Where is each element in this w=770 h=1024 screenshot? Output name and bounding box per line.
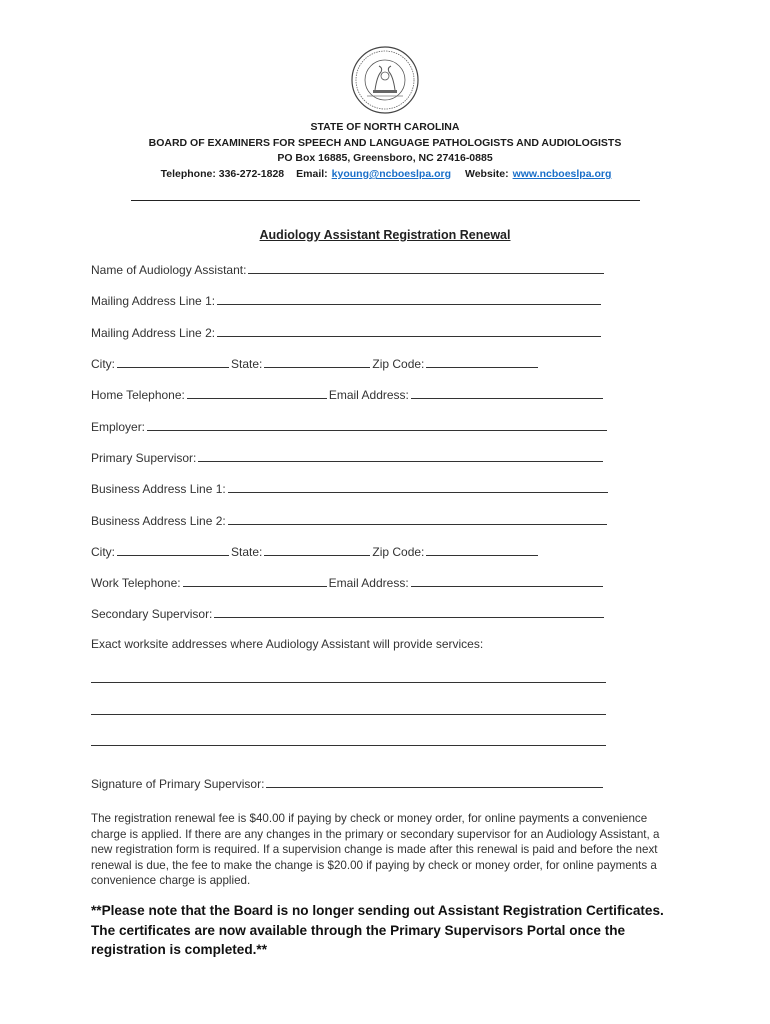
- primary-supervisor-row: [91, 450, 605, 466]
- worksite-line-2[interactable]: [91, 713, 606, 715]
- business-address-1-label: Business Address Line 1:: [91, 482, 226, 496]
- home-email-label: Email Address:: [328, 388, 409, 402]
- state-field[interactable]: [264, 356, 370, 368]
- signature-row: [91, 776, 605, 792]
- certificate-note: **Please note that the Board is no longer sending out Assistant Registration Certificates. The certificates are now available through the Primary Supervisors Portal once the registration is completed.**: [91, 903, 664, 957]
- fee-paragraph: The registration renewal fee is $40.00 if paying by check or money order, for online payments a convenience charge is applied. If there are any changes in the primary or secondary supervisor for an Audiology Assistant, a new registration form is required. If a supervision change is made after this renewal is paid and before the next renewal is due, the fee to make the change is $20.00 if paying by check or money order, for online payments a convenience charge is applied.: [91, 812, 660, 888]
- website-link[interactable]: www.ncboeslpa.org: [512, 168, 612, 180]
- signature-field[interactable]: [266, 776, 603, 788]
- employer-label: Employer:: [91, 420, 146, 434]
- worksite-line-3[interactable]: [91, 744, 606, 746]
- worksite-label: Exact worksite addresses where Audiology Assistant will provide services:: [91, 637, 484, 651]
- website-label: Website:: [465, 168, 509, 180]
- name-row: [91, 262, 606, 278]
- business-address-2-field[interactable]: [228, 513, 607, 525]
- primary-supervisor-field[interactable]: [198, 450, 603, 462]
- secondary-supervisor-field[interactable]: [214, 606, 604, 618]
- po-box-address: PO Box 16885, Greensboro, NC 27416-0885: [277, 152, 493, 164]
- mailing-address-1-field[interactable]: [217, 293, 601, 305]
- state-heading: STATE OF NORTH CAROLINA: [310, 121, 460, 133]
- worksite-line-1[interactable]: [91, 681, 606, 683]
- state-label: State:: [231, 357, 263, 371]
- state-seal-icon: [351, 46, 419, 114]
- business-state-field[interactable]: [264, 544, 370, 556]
- business-zip-field[interactable]: [426, 544, 538, 556]
- work-contact-row: [91, 575, 605, 591]
- home-contact-row: [91, 387, 605, 403]
- home-telephone-field[interactable]: [187, 387, 327, 399]
- form-title: Audiology Assistant Registration Renewal: [259, 228, 511, 242]
- work-email-field[interactable]: [411, 575, 603, 587]
- header-divider: [131, 200, 640, 201]
- business-address-1-field[interactable]: [228, 481, 608, 493]
- business-address-2-row: [91, 513, 609, 529]
- signature-label: Signature of Primary Supervisor:: [91, 777, 265, 791]
- zip-label: Zip Code:: [372, 357, 425, 371]
- name-label: Name of Audiology Assistant:: [91, 263, 247, 277]
- secondary-supervisor-row: [91, 606, 606, 622]
- telephone-text: Telephone: 336-272-1828: [160, 168, 285, 180]
- business-state-label: State:: [231, 545, 263, 559]
- business-city-label: City:: [91, 545, 115, 559]
- city-state-zip-row-1: [91, 356, 540, 372]
- primary-supervisor-label: Primary Supervisor:: [91, 451, 197, 465]
- city-label: City:: [91, 357, 115, 371]
- mailing-address-1-label: Mailing Address Line 1:: [91, 294, 216, 308]
- name-field[interactable]: [248, 262, 604, 274]
- mailing-address-1-row: [91, 293, 603, 309]
- employer-field[interactable]: [147, 419, 607, 431]
- zip-field[interactable]: [426, 356, 538, 368]
- email-label: Email:: [296, 168, 328, 180]
- city-field[interactable]: [117, 356, 229, 368]
- contact-line: [0, 168, 770, 180]
- employer-row: [91, 419, 609, 435]
- board-heading: BOARD OF EXAMINERS FOR SPEECH AND LANGUAGE PATHOLOGISTS AND AUDIOLOGISTS: [148, 137, 622, 149]
- business-address-1-row: [91, 481, 610, 497]
- secondary-supervisor-label: Secondary Supervisor:: [91, 607, 213, 621]
- worksite-row: [91, 637, 483, 653]
- business-address-2-label: Business Address Line 2:: [91, 514, 226, 528]
- email-link[interactable]: kyoung@ncboeslpa.org: [331, 168, 451, 180]
- work-telephone-field[interactable]: [183, 575, 327, 587]
- work-email-label: Email Address:: [328, 576, 409, 590]
- business-zip-label: Zip Code:: [372, 545, 425, 559]
- business-city-field[interactable]: [117, 544, 229, 556]
- work-telephone-label: Work Telephone:: [91, 576, 181, 590]
- mailing-address-2-field[interactable]: [217, 325, 601, 337]
- home-telephone-label: Home Telephone:: [91, 388, 185, 402]
- home-email-field[interactable]: [411, 387, 603, 399]
- mailing-address-2-row: [91, 325, 603, 341]
- city-state-zip-row-2: [91, 544, 540, 560]
- mailing-address-2-label: Mailing Address Line 2:: [91, 326, 216, 340]
